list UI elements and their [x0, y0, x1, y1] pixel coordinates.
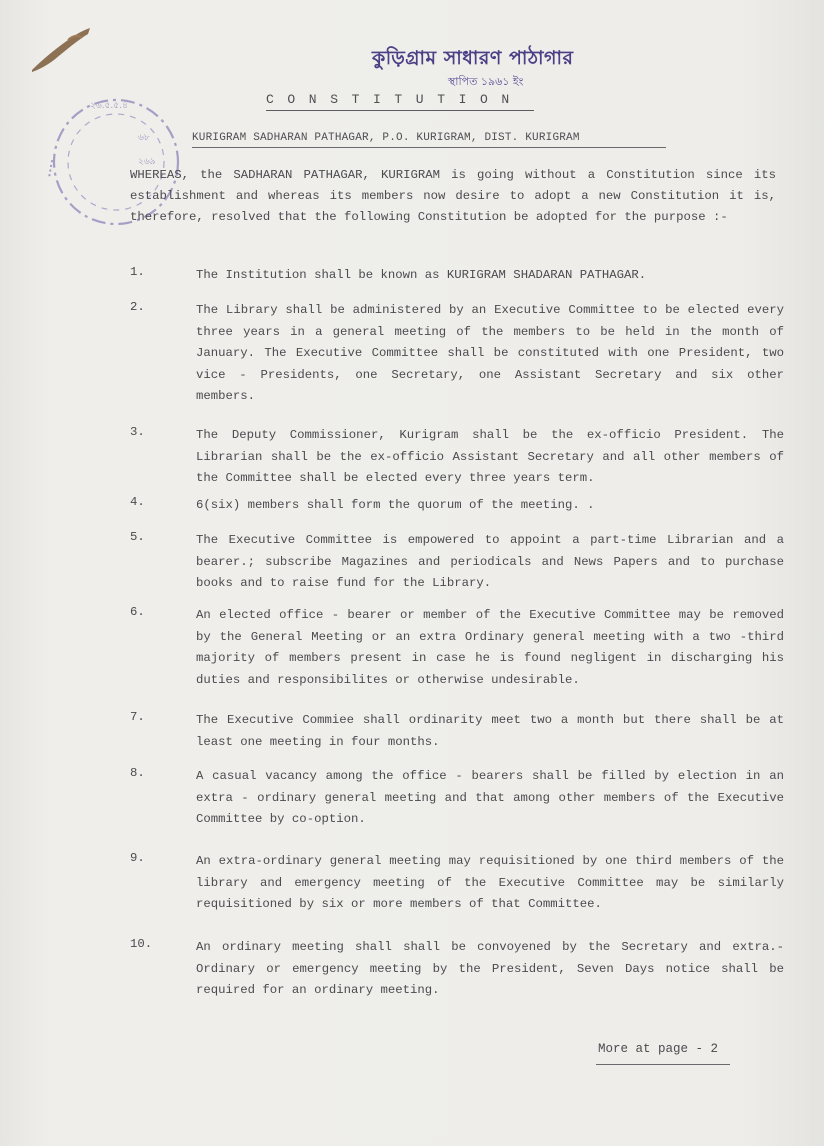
clause-text: The Institution shall be known as KURIGRAM SHADARAN PATHAGAR. [196, 268, 647, 282]
clause-text: The Deputy Commissioner, Kurigram shall be the ex-officio President. The Librarian shall be the ex-officio Assistant Secretary and all other members of the Committee shall be elected every three years term. [196, 428, 784, 485]
clause-text: 6(six) members shall form the quorum of the meeting. . [196, 498, 595, 512]
document-title: CONSTITUTION [266, 92, 523, 107]
clause-text: A casual vacancy among the office - bearers shall be filled by election in an extra - ordinary general meeting and that among other members of the Executive Committee by co-option. [196, 769, 784, 826]
library-name-bengali: কুড়িগ্রাম সাধারণ পাঠাগার [372, 47, 574, 69]
subtitle-underline [192, 147, 666, 148]
continued-on-next-page: More at page - 2 [598, 1042, 719, 1056]
clause-text: An ordinary meeting shall shall be convoyened by the Secretary and extra.- Ordinary or emergency meeting by the President, Seven Days notice shall be required for an ordinary meeting. [196, 940, 784, 997]
clause-text: The Executive Committee is empowered to appoint a part-time Librarian and a bearer.; subscribe Magazines and periodicals and News Papers and to purchase books and to raise fund for the Library. [196, 533, 784, 590]
svg-text:২৬৯: ২৬৯ [138, 157, 156, 167]
torn-corner-mark [28, 24, 94, 74]
clause-number: 8. [130, 766, 145, 780]
clause-number: 6. [130, 605, 145, 619]
svg-text:••••: •••• [45, 158, 58, 179]
clause-text: An extra-ordinary general meeting may requisitioned by one third members of the library and emergency meeting of the Executive Committee may be similarly requisitioned by six or more members of that Committee. [196, 854, 784, 911]
svg-text:২৬.৫.৫.৪: ২৬.৫.৫.৪ [90, 101, 128, 111]
clause-number: 3. [130, 425, 145, 439]
clause-number: 2. [130, 300, 145, 314]
clause-text: An elected office - bearer or member of the Executive Committee may be removed by the General Meeting or an extra Ordinary general meeting with a two -third majority of members present in case he is found negligent in discharging his duties and responsibilites or otherwise undesirable. [196, 608, 784, 687]
continued-underline [596, 1064, 730, 1065]
clause-number: 7. [130, 710, 145, 724]
preamble-paragraph: WHEREAS, the SADHARAN PATHAGAR, KURIGRAM is going without a Constitution since its establishment and whereas its members now desire to adopt a new Constitution it is, therefore, resolved that the following Constitution be adopted for the purpose :- [130, 168, 776, 224]
clause-text: The Executive Commiee shall ordinarity meet two a month but there shall be at least one meeting in four months. [196, 713, 784, 749]
svg-text:৬৮: ৬৮ [138, 133, 150, 143]
clause-number: 4. [130, 495, 145, 509]
clause-number: 10. [130, 937, 153, 951]
established-year-bengali: স্থাপিত ১৯৬১ ইং [448, 75, 524, 88]
title-underline [266, 110, 534, 111]
clause-text: The Library shall be administered by an Executive Committee to be elected every three years in a general meeting of the members to be held in the month of January. The Executive Committee shall be constituted with one President, two vice - Presidents, one Secretary, one Assistant Secretary and six other members. [196, 303, 784, 403]
clause-number: 5. [130, 530, 145, 544]
clause-number: 9. [130, 851, 145, 865]
document-subtitle: KURIGRAM SADHARAN PATHAGAR, P.O. KURIGRAM, DIST. KURIGRAM [192, 132, 580, 144]
clause-number: 1. [130, 265, 145, 279]
